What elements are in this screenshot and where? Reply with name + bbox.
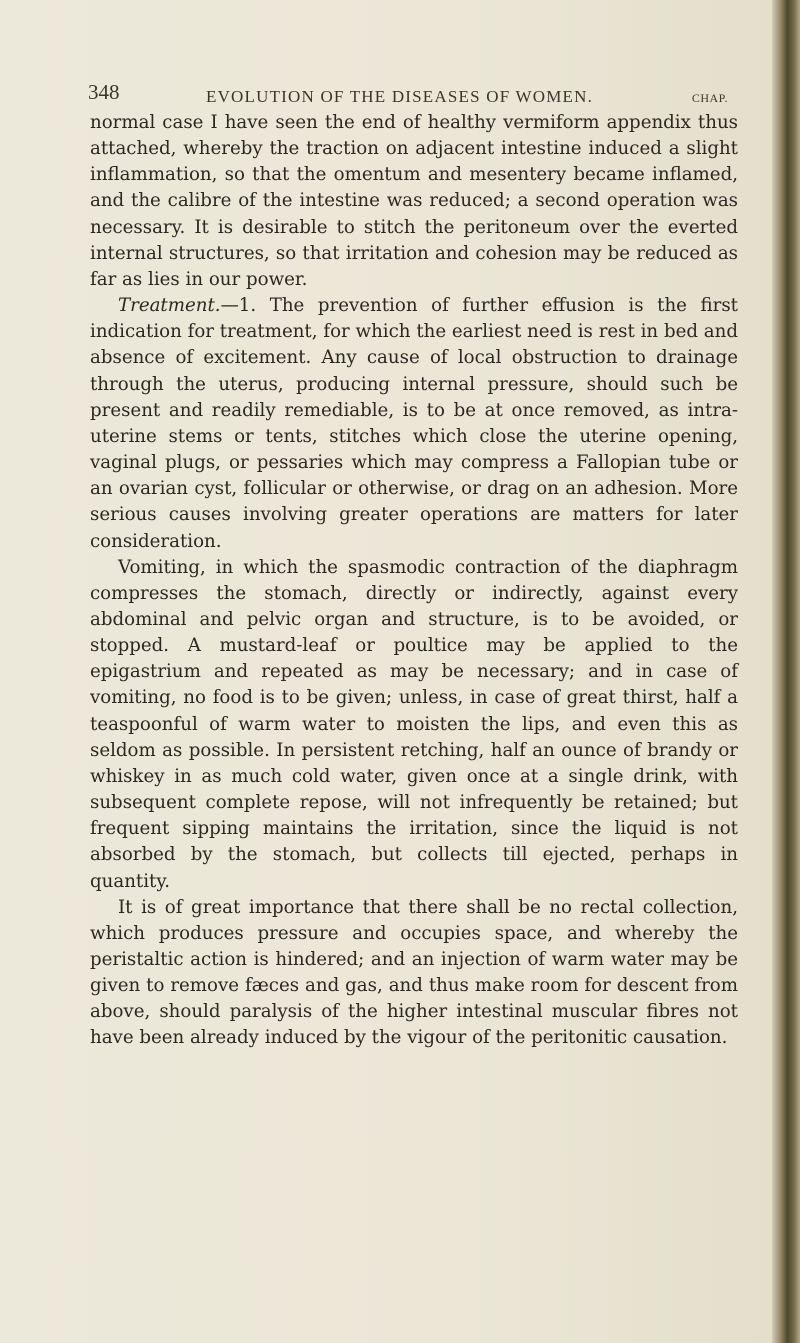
book-binding-edge — [772, 0, 800, 1343]
body-text — [90, 110, 738, 1052]
paragraph-continuation — [90, 110, 738, 293]
paragraph-lead: Treatment. — [118, 295, 221, 317]
paragraph-text: It is of great importance that there shall be no rectal collection, which produces pressure and occupies space, and whereby the peristaltic action is hindered; and an injection of warm water may be given to remove fæces and gas, and thus make room for descent from above, should paralysis of the higher intestinal muscular fibres not have been already induced by the vigour of the peritonitic causation. — [90, 896, 738, 1049]
paragraph-text: Vomiting, in which the spasmodic contraction of the diaphragm compresses the stomach, directly or indirectly, against every abdominal and pelvic organ and structure, is to be avoided, or stopped. A mustard-leaf or poultice may be applied to the epigastrium and repeated as may be necessary; and in case of vomiting, no food is to be given; unless, in case of great thirst, half a teaspoonful of warm water to moisten the lips, and even this as seldom as possible. In persistent retching, half an ounce of brandy or whiskey in as much cold water, given once at a single drink, with subsequent complete repose, will not infrequently be retained; but frequent sipping maintains the irritation, since the liquid is not absorbed by the stomach, but collects till ejected, perhaps in quantity. — [90, 556, 738, 892]
paragraph-text: —1. The prevention of further effusion is the first indication for treatment, for which the earliest need is rest in bed and absence of excitement. Any cause of local obstruction to drainage through the uterus, producing internal pressure, should such be present and readily remediable, is to be at once removed, as intra-uterine stems or tents, stitches which close the uterine opening, vaginal plugs, or pessaries which may compress a Fallopian tube or an ovarian cyst, follicular or otherwise, or drag on an adhesion. More serious causes involving greater operations are matters for later consideration. — [90, 295, 738, 552]
running-title: EVOLUTION OF THE DISEASES OF WOMEN. — [206, 87, 594, 106]
chapter-label: CHAP. — [691, 91, 728, 105]
paragraph-treatment — [90, 293, 738, 555]
paragraph-rectal — [90, 895, 738, 1052]
paragraph-text: normal case I have seen the end of healthy vermiform appendix thus attached, whereby the traction on adjacent intestine induced a slight inflammation, so that the omentum and mesentery became inflamed, and the calibre of the intestine was reduced; a second operation was necessary. It is desirable to stitch the peritoneum over the everted internal structures, so that irritation and cohesion may be reduced as far as lies in our power. — [90, 112, 738, 290]
paragraph-vomiting — [90, 555, 738, 895]
page-number: 348 — [88, 80, 120, 104]
running-header — [88, 80, 728, 110]
